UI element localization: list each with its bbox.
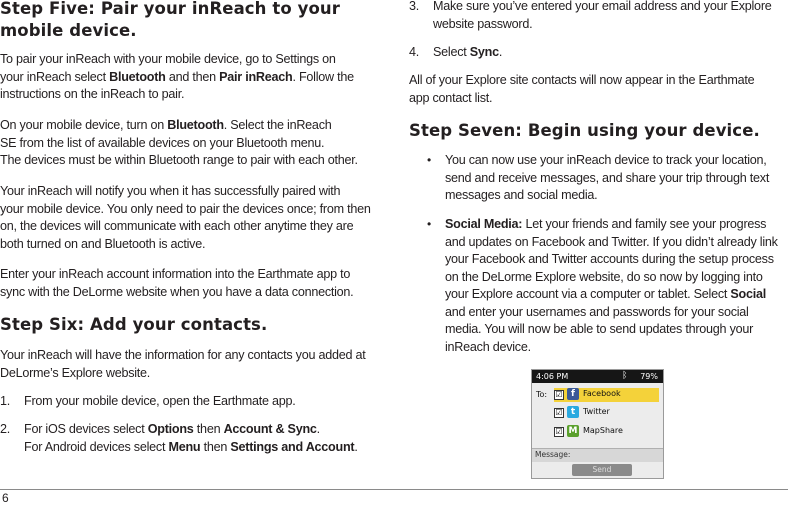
sync-term: Sync: [469, 45, 499, 59]
bluetooth-icon: ᛒ: [622, 371, 628, 381]
status-bar: [532, 370, 663, 383]
recipient-label: MapShare: [583, 426, 623, 435]
recipient-facebook[interactable]: [554, 388, 659, 402]
list-item-text: From your mobile device, open the Earthmate app.: [24, 394, 296, 408]
notify-paragraph-line: on, the devices will communicate with each other anytime they are: [0, 219, 354, 233]
step-five-heading-line1: Step Five: Pair your inReach to your: [0, 0, 341, 18]
checkbox[interactable]: ☑: [555, 390, 563, 399]
bullet-item-2: [409, 216, 788, 362]
contact-list-paragraph: [409, 72, 788, 107]
bullet-item-1: [409, 152, 788, 206]
pair-paragraph-line: To pair your inReach with your mobile device, go to Settings on: [0, 52, 336, 66]
notify-paragraph-line: both turned on and Bluetooth is active.: [0, 236, 206, 251]
send-button[interactable]: Send: [572, 464, 632, 476]
step-five-heading: [0, 0, 340, 42]
social-media-term: Social Media:: [445, 217, 523, 231]
list-number: 2.: [0, 422, 11, 436]
footer-divider: [0, 489, 788, 490]
bullet-text: Social Media: Let your friends and family see your progress and updates on Facebook and Twitter. If you didn’t already link your Facebook and Twitter accounts during the setup process on the DeLorme Explore website, do so now by logging into your Explore account via a computer or tablet. Select Social and enter your usernames and passwords for your social media. You will now be able to send updates through your inReach device.: [445, 217, 778, 354]
list-item-2: [0, 421, 384, 457]
recipient-label: Facebook: [583, 389, 621, 398]
options-term: Options: [147, 422, 194, 436]
to-label: To:: [536, 390, 548, 399]
bullet-text: You can now use your inReach device to track your location, send and receive messages, and share your trip through text messages and social media.: [445, 153, 770, 202]
contacts-paragraph: [0, 347, 384, 382]
mapshare-icon: M: [568, 426, 578, 436]
account-paragraph-line: sync with the DeLorme website when you have a data connection.: [0, 284, 354, 299]
twitter-icon: t: [567, 406, 579, 418]
social-term: Social: [730, 287, 767, 301]
message-field[interactable]: [532, 448, 663, 462]
contact-list-paragraph-line: All of your Explore site contacts will now appear in the Earthmate: [409, 73, 755, 87]
bluetooth-paragraph-line: SE from the list of available devices on your Bluetooth menu.: [0, 135, 325, 150]
bluetooth-paragraph-line: The devices must be within Bluetooth range to pair with each other.: [0, 153, 358, 167]
list-item-text: Make sure you’ve entered your email address and your Explore website password.: [433, 0, 772, 31]
pair-paragraph-line: your inReach select Bluetooth and then Pair inReach. Follow the: [0, 69, 354, 84]
bluetooth-paragraph-line: On your mobile device, turn on Bluetooth. Select the inReach: [0, 118, 332, 132]
list-number: 4.: [409, 45, 420, 59]
notify-paragraph-line: your mobile device. You only need to pair the devices once; from then: [0, 201, 371, 216]
bullet-mark: •: [427, 153, 431, 167]
list-number: 1.: [0, 394, 11, 408]
recipient-mapshare[interactable]: [554, 425, 659, 439]
bluetooth-paragraph: [0, 117, 384, 170]
list-item-3: [409, 0, 788, 34]
pair-paragraph-line: instructions on the inReach to pair.: [0, 87, 185, 101]
account-paragraph: [0, 266, 384, 301]
bluetooth-term: Bluetooth: [167, 118, 224, 132]
bullet-mark: •: [427, 217, 431, 231]
page-number: 6: [2, 491, 9, 505]
menu-term: Menu: [168, 439, 201, 454]
facebook-icon: f: [567, 388, 579, 400]
step-seven-heading: Step Seven: Begin using your device.: [409, 121, 760, 140]
device-screenshot: [531, 369, 664, 479]
message-label: Message:: [535, 450, 571, 459]
settings-account-term: Settings and Account: [230, 439, 355, 454]
contacts-paragraph-line: Your inReach will have the information for any contacts you added at: [0, 348, 366, 362]
status-time: 4:06 PM: [536, 372, 569, 381]
step-six-heading: Step Six: Add your contacts.: [0, 315, 268, 334]
bluetooth-term: Bluetooth: [109, 69, 166, 84]
checkbox[interactable]: ☑: [555, 408, 563, 417]
recipient-twitter[interactable]: [554, 406, 659, 420]
recipient-label: Twitter: [583, 407, 610, 416]
account-paragraph-line: Enter your inReach account information into the Earthmate app to: [0, 267, 351, 281]
pair-inreach-term: Pair inReach: [219, 69, 293, 84]
pair-paragraph: [0, 51, 384, 104]
notify-paragraph-line: Your inReach will notify you when it has successfully paired with: [0, 184, 341, 198]
list-item-text: Select Sync.: [433, 45, 503, 59]
notify-paragraph: [0, 183, 384, 253]
step-five-heading-line2: mobile device.: [0, 21, 137, 40]
list-item-text: For iOS devices select Options then Account & Sync. For Android devices select Menu then Settings and Account.: [24, 422, 358, 454]
account-sync-term: Account & Sync: [223, 422, 317, 436]
checkbox[interactable]: ☑: [555, 427, 563, 436]
list-number: 3.: [409, 0, 420, 13]
contact-list-paragraph-line: app contact list.: [409, 90, 493, 105]
contacts-paragraph-line: DeLorme’s Explore website.: [0, 365, 151, 380]
battery-level: 79%: [640, 372, 658, 381]
